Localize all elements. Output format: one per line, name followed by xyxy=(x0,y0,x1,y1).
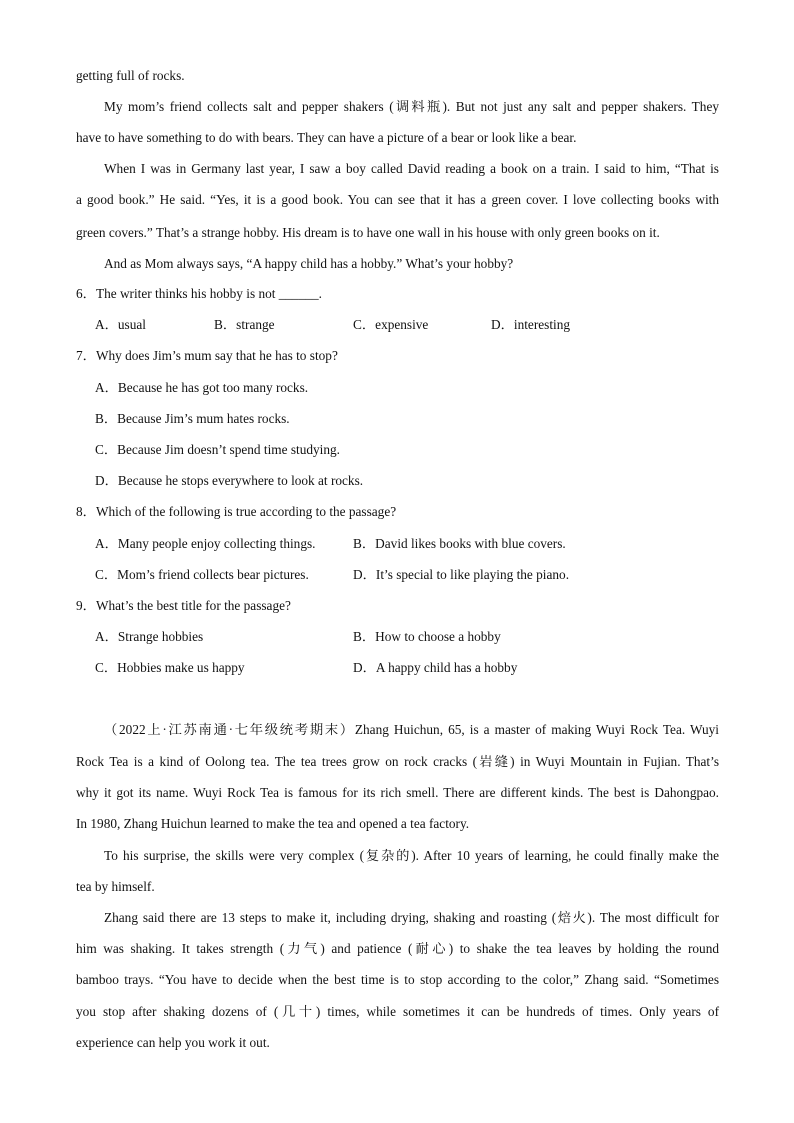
option-c[interactable]: C．Hobbies make us happy xyxy=(95,660,245,675)
option-b[interactable]: B．Because Jim’s mum hates rocks. xyxy=(95,411,290,426)
question-stem: 9．What’s the best title for the passage? xyxy=(76,598,291,613)
passage-line: My mom’s friend collects salt and pepper shakers (调料瓶). But not just any salt and pepper shakers. They xyxy=(104,99,719,114)
option-b[interactable]: B．strange xyxy=(214,317,275,332)
question-stem: 6．The writer thinks his hobby is not ______. xyxy=(76,286,322,301)
option-d[interactable]: D．interesting xyxy=(491,317,571,332)
passage-line: Zhang said there are 13 steps to make it, including drying, shaking and roasting (焙火). The most difficult for xyxy=(104,910,719,925)
passage-line: （2022上·江苏南通·七年级统考期末）Zhang Huichun, 65, is a master of making Wuyi Rock Tea. Wuyi xyxy=(104,722,719,737)
option-a[interactable]: A．usual xyxy=(95,317,146,332)
passage-line: have to have something to do with bears. They can have a picture of a bear or look like a bear. xyxy=(76,130,577,145)
passage-line: green covers.” That’s a strange hobby. His dream is to have one wall in his house with only green books on it. xyxy=(76,225,660,240)
passage-line: When I was in Germany last year, I saw a boy called David reading a book on a train. I said to him, “That is xyxy=(104,161,719,176)
passage-line: And as Mom always says, “A happy child has a hobby.” What’s your hobby? xyxy=(104,256,514,271)
passage-line: you stop after shaking dozens of (几十) times, while sometimes it can be hundreds of times. Only years of xyxy=(76,1004,719,1019)
passage-line: him was shaking. It takes strength (力气) and patience (耐心) to shake the tea leaves by holding the round xyxy=(76,941,719,956)
passage-line: tea by himself. xyxy=(76,879,155,894)
option-b[interactable]: B．David likes books with blue covers. xyxy=(353,536,566,551)
passage-line: a good book.” He said. “Yes, it is a good book. You can see that it has a green cover. I love collecting books with xyxy=(76,192,719,207)
passage-line: To his surprise, the skills were very complex (复杂的). After 10 years of learning, he could finally make the xyxy=(104,848,719,863)
option-c[interactable]: C．expensive xyxy=(353,317,429,332)
option-d[interactable]: D．It’s special to like playing the piano. xyxy=(353,567,570,582)
option-a[interactable]: A．Because he has got too many rocks. xyxy=(95,380,309,395)
passage-line: experience can help you work it out. xyxy=(76,1035,270,1050)
option-a[interactable]: A．Many people enjoy collecting things. xyxy=(95,536,316,551)
passage-line: getting full of rocks. xyxy=(76,68,185,83)
passage-line: Rock Tea is a kind of Oolong tea. The tea trees grow on rock cracks (岩缝) in Wuyi Mountain in Fujian. That’s xyxy=(76,754,719,769)
option-c[interactable]: C．Mom’s friend collects bear pictures. xyxy=(95,567,309,582)
option-c[interactable]: C．Because Jim doesn’t spend time studying. xyxy=(95,442,340,457)
option-b[interactable]: B．How to choose a hobby xyxy=(353,629,501,644)
question-stem: 7．Why does Jim’s mum say that he has to stop? xyxy=(76,348,338,363)
passage-line: In 1980, Zhang Huichun learned to make the tea and opened a tea factory. xyxy=(76,816,470,831)
passage-line: bamboo trays. “You have to decide when the best time is to stop according to the color,” Zhang said. “Sometimes xyxy=(76,972,719,987)
passage-line: why it got its name. Wuyi Rock Tea is famous for its rich smell. There are different kinds. The best is Dahongpao. xyxy=(76,785,719,800)
option-d[interactable]: D．A happy child has a hobby xyxy=(353,660,518,675)
question-stem: 8．Which of the following is true according to the passage? xyxy=(76,504,397,519)
option-a[interactable]: A．Strange hobbies xyxy=(95,629,204,644)
option-d[interactable]: D．Because he stops everywhere to look at rocks. xyxy=(95,473,364,488)
